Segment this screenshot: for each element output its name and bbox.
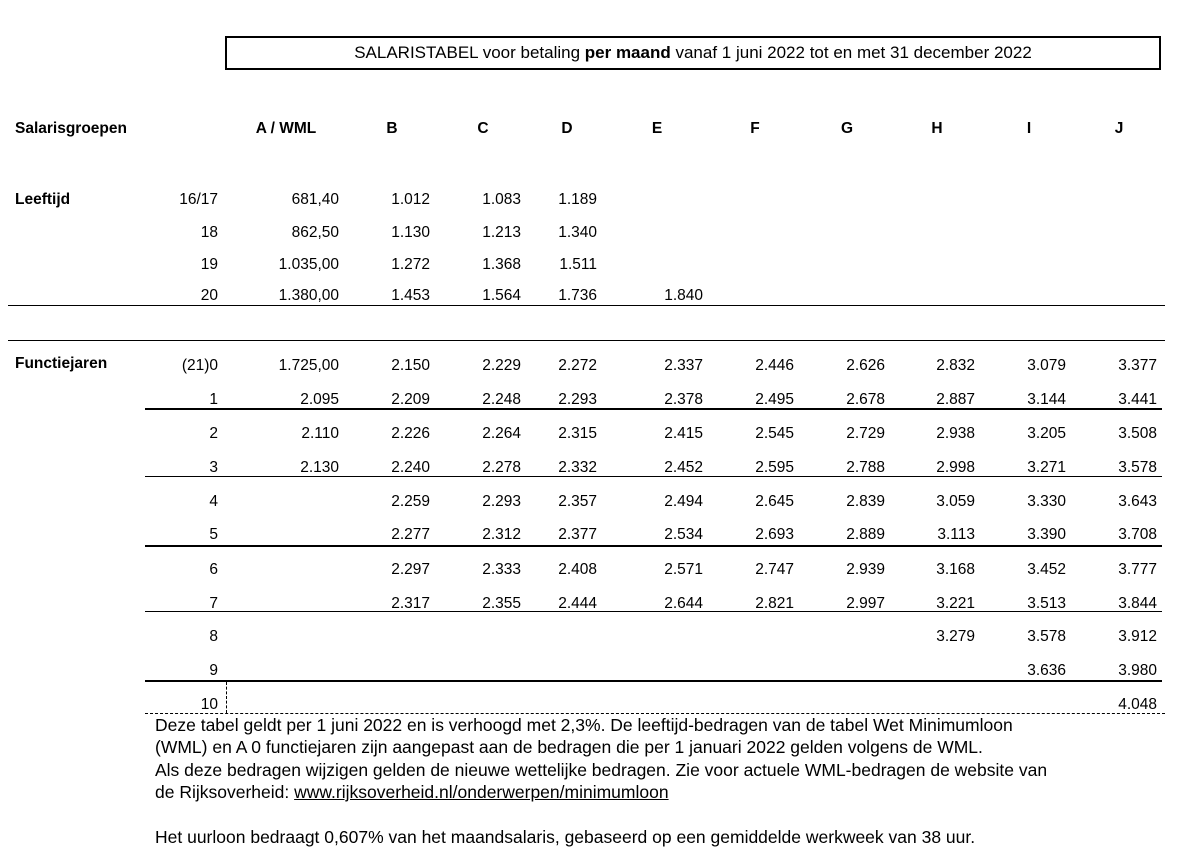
cell-value: 2.545: [755, 425, 794, 442]
cell-value: 2.240: [391, 459, 430, 476]
cell-value: 2.259: [391, 493, 430, 510]
section-divider: [8, 305, 1165, 306]
cell-value: 2.333: [482, 561, 521, 578]
cell-value: 4.048: [1118, 696, 1157, 713]
cell-value: 1.012: [391, 191, 430, 208]
cell-value: 3.059: [936, 493, 975, 510]
cell-value: 2.747: [755, 561, 794, 578]
cell-value: 1.511: [559, 256, 597, 273]
cell-value: 3.441: [1118, 391, 1157, 408]
group-header-j: J: [1114, 120, 1124, 137]
cell-value: 1.380,00: [278, 287, 339, 304]
functiejaren-key: 7: [209, 595, 218, 612]
functiejaren-key: 6: [209, 561, 218, 578]
functiejaren-label: Functiejaren: [15, 355, 108, 372]
cell-value: 2.446: [755, 357, 794, 374]
functiejaren-key: 2: [209, 425, 218, 442]
cell-value: 1.213: [482, 224, 521, 241]
cell-value: 1.189: [558, 191, 597, 208]
functiejaren-key: 4: [209, 493, 218, 510]
cell-value: 3.390: [1027, 526, 1066, 543]
cell-value: 2.332: [558, 459, 597, 476]
cell-value: 2.297: [391, 561, 430, 578]
cell-value: 2.264: [482, 425, 521, 442]
cell-value: 1.725,00: [278, 357, 339, 374]
cell-value: 3.513: [1027, 595, 1066, 612]
footnote-line-3: Als deze bedragen wijzigen gelden de nieuwe wettelijke bedragen. Zie voor actuele WML-bedragen de website van: [155, 760, 1048, 780]
cell-value: 2.277: [391, 526, 430, 543]
cell-value: 3.168: [936, 561, 975, 578]
cell-value: 3.980: [1118, 662, 1157, 679]
minimumloon-link[interactable]: www.rijksoverheid.nl/onderwerpen/minimumloon: [294, 782, 669, 802]
cell-value: 2.626: [846, 357, 885, 374]
cell-value: 2.788: [846, 459, 885, 476]
cell-value: 2.839: [846, 493, 885, 510]
section-divider: [8, 340, 1165, 341]
cell-value: 2.315: [558, 425, 597, 442]
functiejaren-key: 3: [209, 459, 218, 476]
cell-value: 2.887: [936, 391, 975, 408]
cell-value: 1.083: [482, 191, 521, 208]
cell-value: 2.150: [391, 357, 430, 374]
cell-value: 3.912: [1118, 628, 1157, 645]
cell-value: 3.330: [1027, 493, 1066, 510]
functiejaren-key: 9: [209, 662, 218, 679]
cell-value: 1.564: [482, 287, 521, 304]
cell-value: 2.494: [664, 493, 703, 510]
cell-value: 2.357: [558, 493, 597, 510]
leeftijd-label: Leeftijd: [15, 191, 71, 208]
group-header-i: I: [1026, 120, 1032, 137]
footnote-hourly-wage: Het uurloon bedraagt 0,607% van het maandsalaris, gebaseerd op een gemiddelde werkweek van 38 uur.: [155, 827, 976, 847]
cell-value: 3.079: [1027, 357, 1066, 374]
cell-value: 2.693: [755, 526, 794, 543]
cell-value: 1.035,00: [278, 256, 339, 273]
footnote-line-1: Deze tabel geldt per 1 juni 2022 en is verhoogd met 2,3%. De leeftijd-bedragen van de tabel Wet Minimumloon: [155, 715, 1013, 735]
cell-value: 2.408: [558, 561, 597, 578]
cell-value: 3.643: [1118, 493, 1157, 510]
cell-value: 3.844: [1118, 595, 1157, 612]
cell-value: 2.889: [846, 526, 885, 543]
cell-value: 2.678: [846, 391, 885, 408]
group-header-g: G: [840, 120, 854, 137]
row-group-divider: [145, 408, 1162, 410]
age-key: 18: [200, 224, 218, 241]
cell-value: 3.205: [1027, 425, 1066, 442]
cell-value: 2.378: [664, 391, 703, 408]
cell-value: 3.271: [1027, 459, 1066, 476]
cell-value: 2.998: [936, 459, 975, 476]
cell-value: 2.595: [755, 459, 794, 476]
age-key: 16/17: [179, 191, 218, 208]
cell-value: 3.452: [1027, 561, 1066, 578]
cell-value: 2.317: [391, 595, 430, 612]
functiejaren-key: 5: [209, 526, 218, 543]
cell-value: 2.832: [936, 357, 975, 374]
cell-value: 2.377: [558, 526, 597, 543]
cell-value: 3.578: [1118, 459, 1157, 476]
cell-value: 1.272: [391, 256, 430, 273]
cell-value: 2.938: [936, 425, 975, 442]
cell-value: 2.821: [755, 595, 794, 612]
functiejaren-key: (21)0: [181, 357, 218, 374]
group-header-d: D: [561, 120, 573, 137]
age-key: 19: [200, 256, 218, 273]
functiejaren-key: 8: [209, 628, 218, 645]
cell-value: 3.144: [1027, 391, 1066, 408]
cell-value: 2.248: [482, 391, 521, 408]
cell-value: 3.221: [936, 595, 975, 612]
row-group-divider: [145, 680, 1162, 682]
cell-value: 2.312: [482, 526, 521, 543]
cell-value: 2.495: [755, 391, 794, 408]
group-header-f: F: [750, 120, 760, 137]
cell-value: 681,40: [291, 191, 339, 208]
cell-value: 2.226: [391, 425, 430, 442]
group-header-e: E: [651, 120, 663, 137]
cell-value: 2.229: [482, 357, 521, 374]
row-group-divider: [145, 476, 1162, 477]
cell-value: 1.453: [391, 287, 430, 304]
group-header-a-wml: A / WML: [255, 120, 317, 137]
functiejaren-key: 1: [209, 391, 218, 408]
cell-value: 862,50: [291, 224, 339, 241]
cell-value: 2.444: [558, 595, 597, 612]
footnote-line-2: (WML) en A 0 functiejaren zijn aangepast aan de bedragen die per 1 januari 2022 gelden volgens de WML.: [155, 737, 983, 757]
functiejaren-key: 10: [200, 696, 218, 713]
footnote-line-4: [155, 781, 669, 803]
cell-value: 2.571: [664, 561, 703, 578]
cell-value: 2.644: [664, 595, 703, 612]
cell-value: 2.729: [846, 425, 885, 442]
group-header-c: C: [477, 120, 489, 137]
cell-value: 2.209: [391, 391, 430, 408]
group-header-b: B: [386, 120, 398, 137]
title-after: vanaf 1 juni 2022 tot en met 31 december 2022: [670, 43, 1032, 62]
cell-value: 1.736: [558, 287, 597, 304]
cell-value: 3.377: [1118, 357, 1157, 374]
cell-value: 2.278: [482, 459, 521, 476]
cell-value: 2.293: [482, 493, 521, 510]
cell-value: 2.130: [300, 459, 339, 476]
cell-value: 1.340: [558, 224, 597, 241]
cell-value: 3.708: [1118, 526, 1157, 543]
cell-value: 2.415: [664, 425, 703, 442]
cell-value: 2.272: [558, 357, 597, 374]
cell-value: 1.130: [391, 224, 430, 241]
salarisgroepen-label: Salarisgroepen: [15, 120, 127, 137]
title-before: SALARISTABEL voor betaling: [354, 43, 585, 62]
cell-value: 3.636: [1027, 662, 1066, 679]
cell-value: 3.578: [1027, 628, 1066, 645]
cell-value: 1.368: [482, 256, 521, 273]
cell-value: 2.452: [664, 459, 703, 476]
cell-value: 3.113: [937, 526, 975, 543]
cell-value: 2.337: [664, 357, 703, 374]
cell-value: 2.997: [846, 595, 885, 612]
cell-value: 2.645: [755, 493, 794, 510]
row-group-divider: [145, 545, 1162, 547]
footnote-line-4-prefix: de Rijksoverheid:: [155, 782, 295, 802]
cell-value: 3.508: [1118, 425, 1157, 442]
cell-value: 3.777: [1118, 561, 1157, 578]
age-key: 20: [200, 287, 218, 304]
cell-value: 2.355: [482, 595, 521, 612]
group-header-h: H: [931, 120, 943, 137]
cell-value: 2.110: [301, 425, 339, 442]
cell-value: 1.840: [664, 287, 703, 304]
row-group-divider: [145, 611, 1162, 612]
title-bold: per maand: [584, 43, 671, 62]
cell-value: 3.279: [936, 628, 975, 645]
dashed-separator: [226, 682, 227, 713]
cell-value: 2.534: [664, 526, 703, 543]
cell-value: 2.293: [558, 391, 597, 408]
table-title: [225, 36, 1161, 70]
cell-value: 2.939: [846, 561, 885, 578]
cell-value: 2.095: [300, 391, 339, 408]
